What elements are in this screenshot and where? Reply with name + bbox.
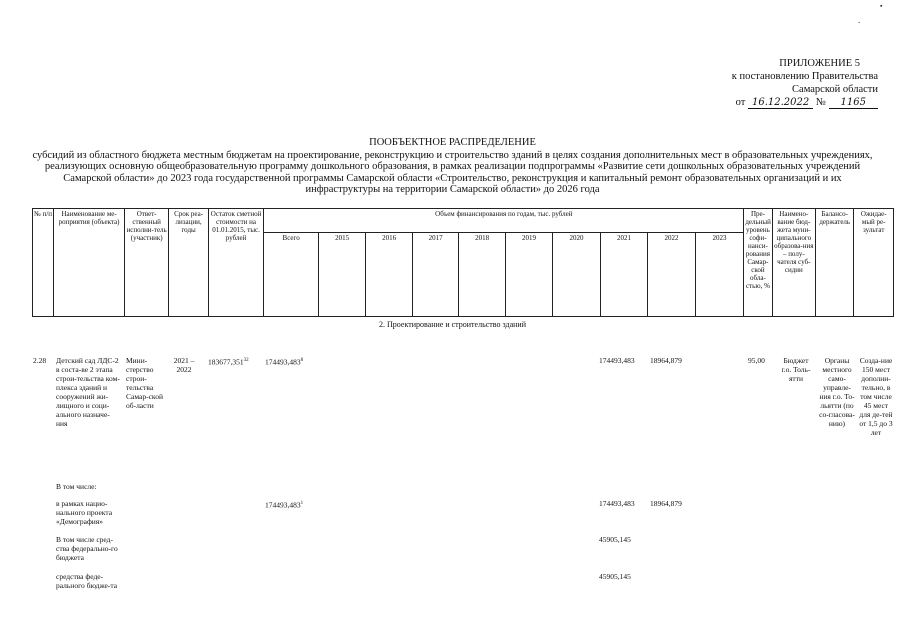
header-budget: Наимено-вание бюд-жета муни-ципального образова-ния – полу-чателя суб-сидии xyxy=(772,209,815,317)
handwritten-date: 16.12.2022 xyxy=(748,97,813,109)
row-remainder xyxy=(208,356,249,367)
header-num: № п/п xyxy=(33,209,54,317)
header-year-2018: 2018 xyxy=(459,233,505,317)
document-title xyxy=(0,137,905,196)
fed-incl-2021: 45905,145 xyxy=(599,535,631,544)
section-title: 2. Проектирование и строительство зданий xyxy=(379,320,526,329)
row-total xyxy=(265,356,303,367)
row-share: 95,00 xyxy=(748,356,765,365)
number-prefix: № xyxy=(815,97,826,108)
row-result: Созда-ние 150 мест дополни-тельно, в том числе 45 мест для де-тей от 1,5 до 3 лет xyxy=(859,356,893,437)
np-2022: 18964,879 xyxy=(650,499,682,508)
federal-funds-label: средства феде-рального бюдже-та xyxy=(56,572,118,590)
title-subtitle: субсидий из областного бюджета местным бюджетам на проектирование, реконструкцию и строительство зданий в целях создания дополнительных мест в образовательных учреждениях, реализующих основную общеобразовательную программу дошкольного образования, в рамках реализации подпрограммы «Развитие сети дошкольных образовательных учреждений Самарской области» до 2023 года государственной программы Самарской области «Строительство, реконструкция и капитальный ремонт образовательных организаций и их инфраструктуры на территории Самарской области» до 2026 года xyxy=(32,149,873,195)
header-term: Срок реа-лизации, годы xyxy=(169,209,208,317)
header-result: Ожидае-мый ре-зультат xyxy=(854,209,894,317)
header-total: Всего xyxy=(264,233,319,317)
row-holder: Органы местного само-управле-ния г.о. То-льятти (по со-гласова-нию) xyxy=(819,356,855,428)
row-executor: Мини-стерство строи-тельства Самар-ской об-ласти xyxy=(126,356,163,410)
header-year-2015: 2015 xyxy=(318,233,365,317)
national-project-label: в рамках нацио-нального проекта «Демография» xyxy=(56,499,113,526)
header-year-2021: 2021 xyxy=(600,233,647,317)
federal-including-label: В том числе сред-ства федерально-го бюджета xyxy=(56,535,118,562)
row-2022: 18964,879 xyxy=(650,356,682,365)
row-total-value: 174493,483 xyxy=(265,357,301,367)
row-budget: Бюджет г.о. Толь-ятти xyxy=(781,356,811,383)
appendix-line-3: Самарской области xyxy=(792,84,878,95)
header-name: Наименование ме-роприятия (объекта) xyxy=(54,209,125,317)
header-funding-title: Объем финансирования по годам, тыс. рублей xyxy=(264,209,744,233)
handwritten-number: 1165 xyxy=(829,97,878,109)
row-num: 2.28 xyxy=(33,356,47,365)
appendix-line-1: ПРИЛОЖЕНИЕ 5 xyxy=(779,58,860,69)
date-prefix: от xyxy=(735,97,746,108)
row-remainder-footnote: 32 xyxy=(243,358,249,363)
np-2021: 174493,483 xyxy=(599,499,635,508)
header-year-2022: 2022 xyxy=(648,233,695,317)
header-year-2020: 2020 xyxy=(553,233,600,317)
scan-speck: . xyxy=(858,15,861,25)
appendix-block xyxy=(732,57,878,109)
including-label: В том числе: xyxy=(56,482,97,491)
header-year-2023: 2023 xyxy=(695,233,744,317)
header-table xyxy=(32,208,894,317)
np-total-footnote: 1 xyxy=(300,501,304,506)
header-holder: Балансо-держатель xyxy=(816,209,854,317)
header-year-2017: 2017 xyxy=(412,233,458,317)
header-year-2016: 2016 xyxy=(366,233,412,317)
title-heading: ПООБЪЕКТНОЕ РАСПРЕДЕЛЕНИЕ xyxy=(369,137,536,148)
np-total-value: 174493,483 xyxy=(265,500,301,510)
row-remainder-value: 183677,351 xyxy=(208,357,244,367)
header-executor: Ответ-ственный исполни-тель (участник) xyxy=(124,209,168,317)
scan-speck: ▪ xyxy=(880,2,883,10)
np-total xyxy=(265,499,303,510)
header-remainder: Остаток сметной стоимости на 01.01.2015, тыс. рублей xyxy=(208,209,264,317)
header-share: Пре-дельный уровень софи-нанси-рования Самар-ской обла-стью, % xyxy=(744,209,772,317)
header-year-2019: 2019 xyxy=(505,233,552,317)
appendix-date-line xyxy=(732,96,878,109)
row-term: 2021 – 2022 xyxy=(173,356,195,374)
fed-2021: 45905,145 xyxy=(599,572,631,581)
row-2021: 174493,483 xyxy=(599,356,635,365)
row-name: Детский сад ЛДС-2 в соста-ве 2 этапа строи-тельства ком-плекса зданий и сооружений жи-лищного и соци-ального назначе-ния xyxy=(56,356,120,428)
row-total-footnote: 8 xyxy=(300,358,304,363)
appendix-line-2: к постановлению Правительства xyxy=(731,71,878,82)
